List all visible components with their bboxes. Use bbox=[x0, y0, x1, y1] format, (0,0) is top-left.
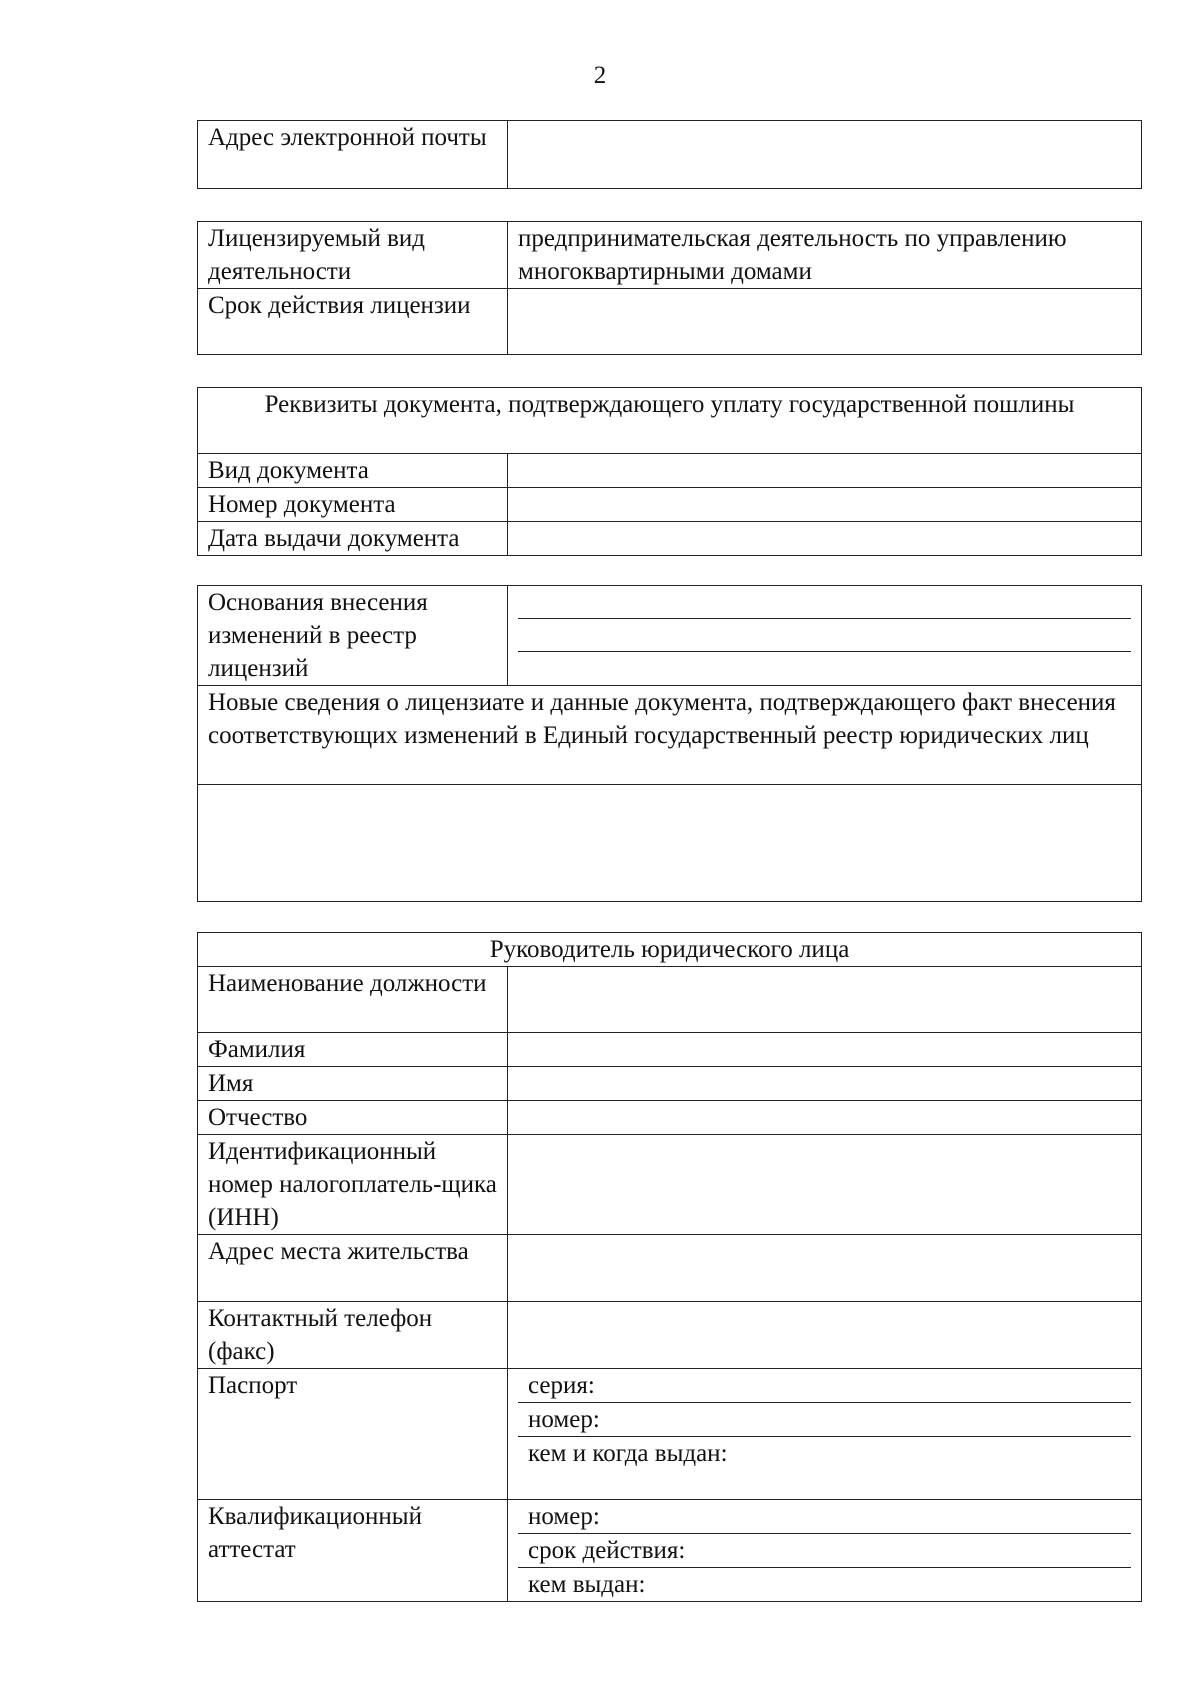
change-grounds-field[interactable] bbox=[518, 619, 1131, 652]
page-number: 2 bbox=[593, 62, 607, 89]
document-date-field[interactable] bbox=[508, 522, 1142, 556]
surname-field[interactable] bbox=[508, 1033, 1142, 1067]
position-label: Наименование должности bbox=[198, 967, 508, 1033]
head-of-entity-title: Руководитель юридического лица bbox=[198, 933, 1142, 967]
first-name-label: Имя bbox=[198, 1067, 508, 1101]
new-info-field[interactable] bbox=[198, 785, 1142, 902]
change-grounds-label: Основания внесения изменений в реестр лицензий bbox=[198, 586, 508, 686]
license-term-field[interactable] bbox=[508, 289, 1142, 355]
certificate-label: Квалификационный аттестат bbox=[198, 1500, 508, 1602]
certificate-fields bbox=[508, 1500, 1142, 1602]
contact-phone-field[interactable] bbox=[508, 1302, 1142, 1369]
first-name-field[interactable] bbox=[508, 1067, 1142, 1101]
passport-number-field[interactable]: номер: bbox=[518, 1403, 1131, 1437]
document-date-label: Дата выдачи документа bbox=[198, 522, 508, 556]
registry-changes-table bbox=[197, 585, 1142, 902]
change-grounds-fields bbox=[508, 586, 1142, 686]
passport-issued-field[interactable]: кем и когда выдан: bbox=[528, 1440, 728, 1467]
email-label: Адрес электронной почты bbox=[198, 121, 508, 189]
license-table bbox=[197, 221, 1142, 355]
certificate-number-field[interactable]: номер: bbox=[518, 1500, 1131, 1534]
contact-phone-label: Контактный телефон (факс) bbox=[198, 1302, 508, 1369]
inn-label: Идентификационный номер налогоплатель-щика (ИНН) bbox=[198, 1135, 508, 1235]
patronymic-field[interactable] bbox=[508, 1101, 1142, 1135]
certificate-validity-field[interactable]: срок действия: bbox=[518, 1534, 1131, 1568]
licensed-activity-value: предпринимательская деятельность по управлению многоквартирными домами bbox=[508, 222, 1142, 289]
document-type-label: Вид документа bbox=[198, 454, 508, 488]
passport-label: Паспорт bbox=[198, 1369, 508, 1500]
head-of-entity-table bbox=[197, 932, 1142, 1602]
residence-address-label: Адрес места жительства bbox=[198, 1235, 508, 1302]
license-term-label: Срок действия лицензии bbox=[198, 289, 508, 355]
passport-series-field[interactable]: серия: bbox=[518, 1369, 1131, 1403]
certificate-issued-by-field[interactable]: кем выдан: bbox=[528, 1571, 646, 1598]
email-table bbox=[197, 120, 1142, 189]
licensed-activity-label: Лицензируемый вид деятельности bbox=[198, 222, 508, 289]
payment-details-table bbox=[197, 387, 1142, 556]
passport-fields bbox=[508, 1369, 1142, 1500]
document-number-field[interactable] bbox=[508, 488, 1142, 522]
position-field[interactable] bbox=[508, 967, 1142, 1033]
inn-field[interactable] bbox=[508, 1135, 1142, 1235]
document-type-field[interactable] bbox=[508, 454, 1142, 488]
payment-details-title: Реквизиты документа, подтверждающего уплату государственной пошлины bbox=[198, 388, 1142, 454]
email-field[interactable] bbox=[508, 121, 1142, 189]
surname-label: Фамилия bbox=[198, 1033, 508, 1067]
new-info-label: Новые сведения о лицензиате и данные документа, подтверждающего факт внесения соответствующих изменений в Единый государственный реестр юридических лиц bbox=[198, 686, 1142, 785]
residence-address-field[interactable] bbox=[508, 1235, 1142, 1302]
patronymic-label: Отчество bbox=[198, 1101, 508, 1135]
change-grounds-field[interactable] bbox=[518, 652, 1131, 685]
document-number-label: Номер документа bbox=[198, 488, 508, 522]
change-grounds-field[interactable] bbox=[518, 586, 1131, 619]
